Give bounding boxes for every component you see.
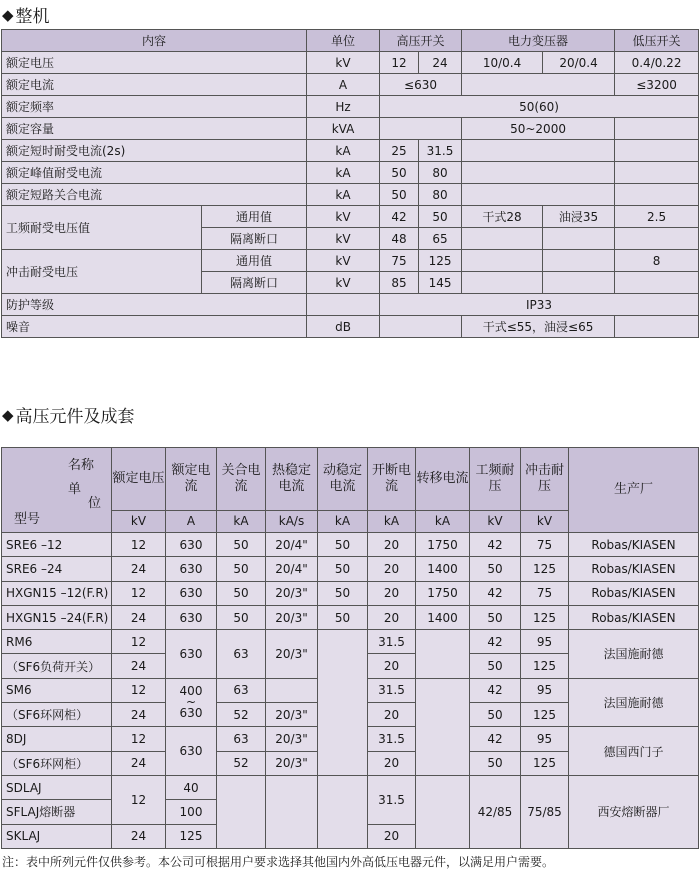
- section-title-text: 整机: [15, 7, 50, 27]
- unit-kv: kV: [470, 510, 521, 532]
- model: SRE6 –24: [2, 557, 112, 581]
- unit-kv: kV: [521, 510, 569, 532]
- cell: 630: [166, 557, 217, 581]
- diamond-icon: ◆: [2, 405, 14, 424]
- lv: 8: [615, 250, 699, 272]
- corner-unit2: 位: [88, 496, 102, 511]
- label: 冲击耐受电压: [2, 250, 202, 294]
- unit: kA: [307, 140, 380, 162]
- cell: 42: [470, 727, 521, 751]
- header-thermal-current: 热稳定电流: [266, 448, 318, 511]
- cell: 20/3": [266, 703, 318, 727]
- cell: 31.5: [368, 775, 416, 824]
- cell: 630: [166, 727, 217, 776]
- tr-empty: [462, 74, 615, 96]
- cell: 20: [368, 557, 416, 581]
- cell: 40: [166, 775, 217, 799]
- cell: 12: [112, 727, 166, 751]
- cell: 24: [112, 605, 166, 629]
- sub-label: 通用值: [202, 206, 307, 228]
- cell-empty: [217, 775, 266, 848]
- cell: 95: [521, 727, 569, 751]
- maker: 法国施耐德: [569, 678, 699, 727]
- cell: 50: [470, 605, 521, 629]
- cell: 125: [521, 605, 569, 629]
- cell: 52: [217, 703, 266, 727]
- header-transformer: 电力变压器: [462, 30, 615, 52]
- cell: 12: [112, 630, 166, 654]
- header-impulse: 冲击耐压: [521, 448, 569, 511]
- label: 额定频率: [2, 96, 307, 118]
- sub-label: 通用值: [202, 250, 307, 272]
- maker: Robas/KIASEN: [569, 581, 699, 605]
- unit-ka: kA: [318, 510, 368, 532]
- label: 额定电流: [2, 74, 307, 96]
- cell: 24: [112, 824, 166, 848]
- header-maker: 生产厂: [569, 448, 699, 533]
- hv1: 42: [380, 206, 419, 228]
- cell: 42: [470, 630, 521, 654]
- header-content: 内容: [2, 30, 307, 52]
- cell: 50: [470, 654, 521, 678]
- model: SDLAJ: [2, 775, 112, 799]
- corner-unit: 单: [68, 482, 82, 497]
- header-transfer-current: 转移电流: [416, 448, 470, 511]
- hv-components-table: [1, 447, 699, 849]
- unit: kV: [307, 250, 380, 272]
- cell: 1400: [416, 557, 470, 581]
- row-peak-current: [2, 162, 699, 184]
- cell: 42: [470, 678, 521, 702]
- cell: 75: [521, 533, 569, 557]
- header-making-current: 关合电流: [217, 448, 266, 511]
- cell: 50: [217, 557, 266, 581]
- cell: 125: [521, 557, 569, 581]
- cell: 12: [112, 581, 166, 605]
- cell: 630: [166, 630, 217, 679]
- unit: kV: [307, 228, 380, 250]
- complete-unit-table: [1, 29, 699, 338]
- unit-ka: kA: [368, 510, 416, 532]
- hv2: 65: [419, 228, 462, 250]
- label: 额定短时耐受电流(2s): [2, 140, 307, 162]
- cell: 75/85: [521, 775, 569, 848]
- model: （SF6负荷开关）: [2, 654, 112, 678]
- hv1: 50: [380, 162, 419, 184]
- cell-empty: [266, 678, 318, 702]
- row-short-time-current: [2, 140, 699, 162]
- cell: 42: [470, 581, 521, 605]
- model: SKLAJ: [2, 824, 112, 848]
- maker: Robas/KIASEN: [569, 557, 699, 581]
- corner-header: [2, 448, 112, 533]
- row-protection: [2, 294, 699, 316]
- value: IP33: [380, 294, 699, 316]
- unit: Hz: [307, 96, 380, 118]
- unit: kVA: [307, 118, 380, 140]
- unit-a: A: [166, 510, 217, 532]
- cell: 50: [217, 533, 266, 557]
- cell: 125: [166, 824, 217, 848]
- cell: 630: [166, 605, 217, 629]
- cell: 20: [368, 824, 416, 848]
- maker: 德国西门子: [569, 727, 699, 776]
- tr2: 油浸35: [543, 206, 615, 228]
- header-rated-voltage: 额定电压: [112, 448, 166, 511]
- cell: 12: [112, 775, 166, 824]
- lv: 0.4/0.22: [615, 52, 699, 74]
- row-rated-current: [2, 74, 699, 96]
- sub-label: 隔离断口: [202, 228, 307, 250]
- row-rated-capacity: [2, 118, 699, 140]
- sub-label: 隔离断口: [202, 272, 307, 294]
- unit: A: [307, 74, 380, 96]
- cell: 63: [217, 630, 266, 679]
- header-power-freq: 工频耐压: [470, 448, 521, 511]
- lv: 2.5: [615, 206, 699, 228]
- unit: [307, 294, 380, 316]
- table-row-sdlaj-1: [2, 775, 699, 799]
- cell: 1400: [416, 605, 470, 629]
- hv2: 24: [419, 52, 462, 74]
- label: 额定峰值耐受电流: [2, 162, 307, 184]
- cell-empty: [416, 678, 470, 775]
- section-title-text: 高压元件及成套: [15, 407, 135, 427]
- cell: 20/3": [266, 630, 318, 679]
- table-row: [2, 557, 699, 581]
- row-making-current: [2, 184, 699, 206]
- unit-kv: kV: [112, 510, 166, 532]
- model: HXGN15 –12(F.R): [2, 581, 112, 605]
- cell: 1750: [416, 581, 470, 605]
- value: 干式≤55，油浸≤65: [462, 316, 615, 338]
- hv1: 50: [380, 184, 419, 206]
- cell: 20/3": [266, 605, 318, 629]
- model: SM6: [2, 678, 112, 702]
- model: （SF6环网柜）: [2, 703, 112, 727]
- maker: Robas/KIASEN: [569, 605, 699, 629]
- cell: 63: [217, 727, 266, 751]
- header-hv-switch: 高压开关: [380, 30, 462, 52]
- cell: 630: [166, 533, 217, 557]
- cell: 50: [318, 581, 368, 605]
- cell: 12: [112, 678, 166, 702]
- cell: 50: [470, 751, 521, 775]
- hv: ≤630: [380, 74, 462, 96]
- cell: 42/85: [470, 775, 521, 848]
- table-row-rm6-1: [2, 630, 699, 654]
- model: 8DJ: [2, 727, 112, 751]
- cell: 20: [368, 751, 416, 775]
- cell: 31.5: [368, 630, 416, 654]
- cell: 42: [470, 533, 521, 557]
- cell: 50: [217, 605, 266, 629]
- label: 噪音: [2, 316, 307, 338]
- cell-empty: [318, 775, 368, 848]
- cell: 52: [217, 751, 266, 775]
- label: 防护等级: [2, 294, 307, 316]
- hv1: 12: [380, 52, 419, 74]
- unit-ka: kA: [416, 510, 470, 532]
- cell: 125: [521, 654, 569, 678]
- label: 额定短路关合电流: [2, 184, 307, 206]
- header-breaking-current: 开断电流: [368, 448, 416, 511]
- unit: kV: [307, 52, 380, 74]
- hv2: 80: [419, 184, 462, 206]
- cell: 125: [521, 703, 569, 727]
- maker: 西安熔断器厂: [569, 775, 699, 848]
- label: 额定容量: [2, 118, 307, 140]
- model: HXGN15 –24(F.R): [2, 605, 112, 629]
- unit-ka: kA: [217, 510, 266, 532]
- table-row: [2, 581, 699, 605]
- model: （SF6环网柜）: [2, 751, 112, 775]
- model: SRE6 –12: [2, 533, 112, 557]
- cell: 400 ~ 630: [166, 678, 217, 727]
- cell: 100: [166, 800, 217, 824]
- cell: 20/4": [266, 557, 318, 581]
- cell: 20/3": [266, 727, 318, 751]
- cell: 20: [368, 533, 416, 557]
- hv2: 145: [419, 272, 462, 294]
- table-row: [2, 605, 699, 629]
- header-dynamic-current: 动稳定电流: [318, 448, 368, 511]
- cell: 125: [521, 751, 569, 775]
- header-rated-current: 额定电流: [166, 448, 217, 511]
- hv-empty: [380, 118, 462, 140]
- hv2: 80: [419, 162, 462, 184]
- row-rated-frequency: [2, 96, 699, 118]
- value: 50(60): [380, 96, 699, 118]
- hv2: 50: [419, 206, 462, 228]
- cell: 50: [217, 581, 266, 605]
- footnote: 注：表中所列元件仅供参考。本公司可根据用户要求选择其他国内外高低压电器元件，以满足用户需要。: [2, 855, 555, 869]
- row-power-frequency-1: [2, 206, 699, 228]
- corner-model: 型号: [14, 512, 41, 527]
- lv-empty: [615, 118, 699, 140]
- tr2: 20/0.4: [543, 52, 615, 74]
- hv2: 31.5: [419, 140, 462, 162]
- hv1: 48: [380, 228, 419, 250]
- cell-empty: [266, 775, 318, 848]
- tr1: 10/0.4: [462, 52, 543, 74]
- hv1: 75: [380, 250, 419, 272]
- cell-empty: [416, 630, 470, 679]
- unit: kV: [307, 206, 380, 228]
- unit-kas: kA/s: [266, 510, 318, 532]
- label: 额定电压: [2, 52, 307, 74]
- section-title-hv-components: [2, 402, 135, 427]
- cell: 50: [470, 703, 521, 727]
- cell: 20/3": [266, 581, 318, 605]
- unit: kA: [307, 184, 380, 206]
- label: 工频耐受电压值: [2, 206, 202, 250]
- cell: 12: [112, 533, 166, 557]
- cell: 95: [521, 630, 569, 654]
- row-noise: [2, 316, 699, 338]
- cell-empty: [318, 630, 368, 776]
- hv1: 85: [380, 272, 419, 294]
- corner-name: 名称: [68, 458, 95, 473]
- cell: 20: [368, 581, 416, 605]
- cell: 31.5: [368, 678, 416, 702]
- cell: 50: [318, 557, 368, 581]
- maker: 法国施耐德: [569, 630, 699, 679]
- cell: 63: [217, 678, 266, 702]
- cell: 31.5: [368, 727, 416, 751]
- hv1: 25: [380, 140, 419, 162]
- row-impulse-1: [2, 250, 699, 272]
- header-unit: 单位: [307, 30, 380, 52]
- cell: 630: [166, 581, 217, 605]
- hv2: 125: [419, 250, 462, 272]
- table-row: [2, 533, 699, 557]
- cell: 20/3": [266, 751, 318, 775]
- row-rated-voltage: [2, 52, 699, 74]
- maker: Robas/KIASEN: [569, 533, 699, 557]
- cell: 75: [521, 581, 569, 605]
- model: SFLAJ熔断器: [2, 800, 112, 824]
- cell: 20: [368, 605, 416, 629]
- diamond-icon: ◆: [2, 5, 14, 24]
- unit: dB: [307, 316, 380, 338]
- cell: 24: [112, 703, 166, 727]
- cell: 50: [470, 557, 521, 581]
- cell: 1750: [416, 533, 470, 557]
- cell: 24: [112, 751, 166, 775]
- cell: 24: [112, 654, 166, 678]
- cell: 95: [521, 678, 569, 702]
- value: 50~2000: [462, 118, 615, 140]
- tr1: 干式28: [462, 206, 543, 228]
- header-lv-switch: 低压开关: [615, 30, 699, 52]
- unit: kA: [307, 162, 380, 184]
- model: RM6: [2, 630, 112, 654]
- section-title-complete-unit: [2, 2, 50, 27]
- cell: 50: [318, 533, 368, 557]
- unit: kV: [307, 272, 380, 294]
- lv: ≤3200: [615, 74, 699, 96]
- cell: 20: [368, 654, 416, 678]
- cell: 20: [368, 703, 416, 727]
- cell: 20/4": [266, 533, 318, 557]
- cell: 50: [318, 605, 368, 629]
- cell: 24: [112, 557, 166, 581]
- cell-empty: [416, 775, 470, 848]
